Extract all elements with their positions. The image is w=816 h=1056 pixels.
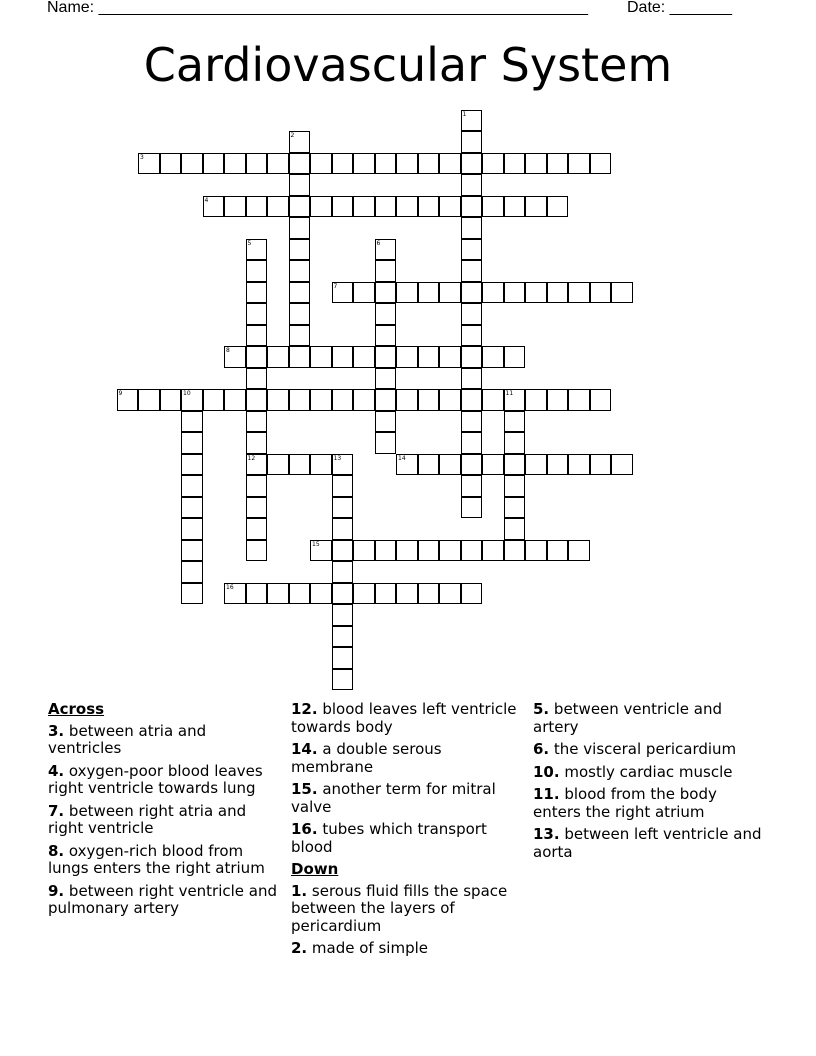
clue-number-label: 15 [312,540,320,548]
crossword-cell[interactable] [289,389,311,411]
crossword-cell[interactable] [547,540,569,562]
crossword-cell[interactable] [396,346,418,368]
crossword-cell[interactable] [246,239,268,261]
crossword-cell[interactable] [439,196,461,218]
clue-number-label: 8 [226,347,230,354]
crossword-cell[interactable] [439,282,461,304]
crossword-cell[interactable] [267,196,289,218]
crossword-cell[interactable] [461,389,483,411]
crossword-cell[interactable] [568,389,590,411]
crossword-cell[interactable] [375,260,397,282]
crossword-cell[interactable] [353,583,375,605]
crossword-cell[interactable] [310,153,332,175]
crossword-cell[interactable] [461,110,483,132]
crossword-cell[interactable] [375,303,397,325]
crossword-cell[interactable] [160,389,182,411]
crossword-cell[interactable] [375,540,397,562]
crossword-cell[interactable] [353,282,375,304]
crossword-cell[interactable] [289,131,311,153]
name-field-label: Name: _______________________________________________________ [47,0,588,16]
crossword-cell[interactable] [246,497,268,519]
crossword-cell[interactable] [482,282,504,304]
crossword-cell[interactable] [418,153,440,175]
crossword-cell[interactable] [181,540,203,562]
crossword-cell[interactable] [525,153,547,175]
crossword-cell[interactable] [504,411,526,433]
crossword-cell[interactable] [246,432,268,454]
crossword-cell[interactable] [181,411,203,433]
crossword-cell[interactable] [504,153,526,175]
crossword-cell[interactable] [396,454,418,476]
crossword-cell[interactable] [181,389,203,411]
crossword-cell[interactable] [332,561,354,583]
crossword-cell[interactable] [203,153,225,175]
crossword-cell[interactable] [396,540,418,562]
crossword-cell[interactable] [138,153,160,175]
crossword-cell[interactable] [525,540,547,562]
crossword-cell[interactable] [418,389,440,411]
crossword-cell[interactable] [310,583,332,605]
crossword-cell[interactable] [310,540,332,562]
crossword-cell[interactable] [568,540,590,562]
crossword-cell[interactable] [332,604,354,626]
clue-number-label: 4 [204,196,209,204]
crossword-cell[interactable] [289,239,311,261]
crossword-cell[interactable] [547,282,569,304]
crossword-cell[interactable] [181,475,203,497]
crossword-cell[interactable] [461,432,483,454]
crossword-cell[interactable] [224,346,246,368]
crossword-cell[interactable] [547,153,569,175]
crossword-cell[interactable] [224,196,246,218]
crossword-cell[interactable] [246,346,268,368]
crossword-cell[interactable] [246,411,268,433]
crossword-cell[interactable] [482,454,504,476]
crossword-cell[interactable] [289,217,311,239]
crossword-cell[interactable] [525,389,547,411]
clue-across-8: 8. oxygen-rich blood from lungs enters the right atrium [48,841,265,877]
crossword-cell[interactable] [375,411,397,433]
crossword-cell[interactable] [461,153,483,175]
crossword-cell[interactable] [439,454,461,476]
crossword-cell[interactable] [332,454,354,476]
crossword-cell[interactable] [396,196,418,218]
crossword-cell[interactable] [547,454,569,476]
clue-across-7: 7. between right atria and right ventricle [48,801,247,837]
crossword-cell[interactable] [418,282,440,304]
clue-number-label: 11 [505,390,514,397]
clue-number-label: 13 [333,454,342,462]
clue-number-label: 5 [247,239,252,247]
crossword-cell[interactable] [439,153,461,175]
crossword-cell[interactable] [439,540,461,562]
crossword-cell[interactable] [181,432,203,454]
crossword-cell[interactable] [590,389,612,411]
crossword-cell[interactable] [590,153,612,175]
crossword-cell[interactable] [375,389,397,411]
crossword-cell[interactable] [525,454,547,476]
clue-down-2: 2. made of simple [291,939,428,957]
crossword-cell[interactable] [289,583,311,605]
crossword-cell[interactable] [353,346,375,368]
crossword-cell[interactable] [332,518,354,540]
clue-down-13: 13. between left ventricle and aorta [533,825,762,861]
crossword-cell[interactable] [181,153,203,175]
crossword-cell[interactable] [461,239,483,261]
crossword-cell[interactable] [461,174,483,196]
crossword-cell[interactable] [461,346,483,368]
clue-down-1: 1. serous fluid fills the space between the layers of pericardium [291,881,508,935]
crossword-cell[interactable] [461,325,483,347]
crossword-cell[interactable] [396,153,418,175]
crossword-cell[interactable] [504,540,526,562]
clue-across-14: 14. a double serous membrane [291,740,442,776]
crossword-cell[interactable] [396,583,418,605]
across-heading: Across [48,700,105,718]
crossword-cell[interactable] [181,583,203,605]
crossword-cell[interactable] [332,626,354,648]
crossword-cell[interactable] [332,475,354,497]
crossword-cell[interactable] [289,303,311,325]
crossword-cell[interactable] [461,303,483,325]
crossword-cell[interactable] [568,282,590,304]
crossword-cell[interactable] [504,196,526,218]
crossword-cell[interactable] [310,346,332,368]
crossword-cell[interactable] [375,196,397,218]
crossword-cell[interactable] [461,475,483,497]
crossword-cell[interactable] [396,282,418,304]
crossword-cell[interactable] [289,174,311,196]
crossword-cell[interactable] [590,454,612,476]
clue-down-6: 6. the visceral pericardium [533,740,737,758]
crossword-cell[interactable] [246,260,268,282]
crossword-cell[interactable] [310,389,332,411]
crossword-cell[interactable] [224,583,246,605]
crossword-cell[interactable] [353,153,375,175]
crossword-cell[interactable] [418,540,440,562]
clue-column-3 [533,701,769,866]
crossword-cell[interactable] [461,131,483,153]
clue-down-10: 10. mostly cardiac muscle [533,762,733,781]
crossword-cell[interactable] [504,454,526,476]
crossword-cell[interactable] [224,153,246,175]
crossword-cell[interactable] [289,196,311,218]
crossword-cell[interactable] [461,540,483,562]
crossword-cell[interactable] [332,153,354,175]
clue-down-11: 11. blood from the body enters the right atrium [533,785,717,821]
crossword-cell[interactable] [267,583,289,605]
crossword-cell[interactable] [461,217,483,239]
crossword-cell[interactable] [246,282,268,304]
crossword-cell[interactable] [375,583,397,605]
crossword-cell[interactable] [181,497,203,519]
clue-across-16: 16. tubes which transport blood [291,820,487,856]
clue-across-12: 12. blood leaves left ventricle towards body [291,700,517,736]
crossword-cell[interactable] [461,583,483,605]
crossword-cell[interactable] [375,368,397,390]
crossword-cell[interactable] [181,561,203,583]
crossword-cell[interactable] [332,282,354,304]
clue-number-label: 3 [140,153,144,161]
crossword-cell[interactable] [504,518,526,540]
crossword-cell[interactable] [418,454,440,476]
clue-column-2 [291,701,527,963]
clue-number-label: 9 [118,390,123,397]
crossword-cell[interactable] [246,389,268,411]
crossword-cell[interactable] [181,454,203,476]
crossword-cell[interactable] [332,196,354,218]
crossword-cell[interactable] [547,196,569,218]
crossword-cell[interactable] [353,389,375,411]
clue-column-1 [48,701,284,923]
crossword-cell[interactable] [267,153,289,175]
crossword-cell[interactable] [482,153,504,175]
crossword-cell[interactable] [482,346,504,368]
crossword-cell[interactable] [246,368,268,390]
crossword-cell[interactable] [267,454,289,476]
crossword-cell[interactable] [289,454,311,476]
clue-number-label: 7 [333,282,338,290]
crossword-cell[interactable] [138,389,160,411]
crossword-cell[interactable] [611,454,633,476]
crossword-cell[interactable] [310,454,332,476]
crossword-cell[interactable] [439,346,461,368]
crossword-cell[interactable] [203,196,225,218]
crossword-cell[interactable] [568,153,590,175]
crossword-cell[interactable] [504,389,526,411]
crossword-cell[interactable] [461,260,483,282]
crossword-cell[interactable] [461,411,483,433]
crossword-cell[interactable] [246,475,268,497]
crossword-cell[interactable] [246,518,268,540]
crossword-cell[interactable] [461,196,483,218]
crossword-cell[interactable] [461,454,483,476]
clue-across-15: 15. another term for mitral valve [291,780,496,816]
crossword-cell[interactable] [375,153,397,175]
crossword-cell[interactable] [332,647,354,669]
crossword-cell[interactable] [289,346,311,368]
down-heading: Down [291,860,339,878]
crossword-cell[interactable] [590,282,612,304]
crossword-cell[interactable] [332,583,354,605]
crossword-cell[interactable] [375,346,397,368]
crossword-cell[interactable] [482,540,504,562]
clue-number-label: 10 [183,390,191,397]
crossword-cell[interactable] [332,389,354,411]
crossword-cell[interactable] [246,303,268,325]
crossword-cell[interactable] [246,454,268,476]
crossword-cell[interactable] [375,325,397,347]
crossword-cell[interactable] [504,432,526,454]
clue-across-3: 3. between atria and ventricles [48,721,207,757]
crossword-cell[interactable] [611,282,633,304]
crossword-cell[interactable] [246,153,268,175]
crossword-cell[interactable] [353,196,375,218]
crossword-cell[interactable] [482,196,504,218]
crossword-cell[interactable] [504,475,526,497]
clue-down-5: 5. between ventricle and artery [533,700,723,736]
crossword-cell[interactable] [267,346,289,368]
crossword-cell[interactable] [246,196,268,218]
crossword-cell[interactable] [439,583,461,605]
clue-number-label: 14 [398,454,406,462]
crossword-cell[interactable] [525,282,547,304]
crossword-cell[interactable] [203,389,225,411]
crossword-cell[interactable] [289,153,311,175]
page-title: Cardiovascular System [143,38,673,92]
crossword-cell[interactable] [160,153,182,175]
crossword-cell[interactable] [439,389,461,411]
crossword-cell[interactable] [525,196,547,218]
crossword-cell[interactable] [375,432,397,454]
crossword-cell[interactable] [418,196,440,218]
crossword-cell[interactable] [246,583,268,605]
crossword-cell[interactable] [547,389,569,411]
crossword-cell[interactable] [375,282,397,304]
crossword-cell[interactable] [332,669,354,691]
clue-across-9: 9. between right ventricle and pulmonary artery [48,881,278,917]
clue-number-label: 16 [226,583,234,591]
crossword-cell[interactable] [482,389,504,411]
crossword-cell[interactable] [332,497,354,519]
crossword-cell[interactable] [418,346,440,368]
crossword-cell[interactable] [267,389,289,411]
crossword-cell[interactable] [461,368,483,390]
date-field-label: Date: _______ [627,0,732,16]
clue-number-label: 6 [376,239,381,247]
clue-number-label: 1 [462,110,467,118]
crossword-cell[interactable] [504,497,526,519]
crossword-cell[interactable] [224,389,246,411]
clue-number-label: 12 [247,454,256,462]
crossword-cell[interactable] [289,282,311,304]
crossword-cell[interactable] [418,583,440,605]
crossword-cell[interactable] [181,518,203,540]
clue-across-4: 4. oxygen-poor blood leaves right ventricle towards lung [48,761,263,797]
crossword-cell[interactable] [461,282,483,304]
crossword-cell[interactable] [289,260,311,282]
crossword-cell[interactable] [568,454,590,476]
crossword-cell[interactable] [504,346,526,368]
crossword-cell[interactable] [353,540,375,562]
crossword-cell[interactable] [461,497,483,519]
crossword-cell[interactable] [289,325,311,347]
crossword-cell[interactable] [117,389,139,411]
crossword-cell[interactable] [310,196,332,218]
crossword-cell[interactable] [332,346,354,368]
crossword-cell[interactable] [396,389,418,411]
crossword-cell[interactable] [504,282,526,304]
clue-number-label: 2 [290,132,295,139]
crossword-cell[interactable] [246,325,268,347]
crossword-cell[interactable] [246,540,268,562]
crossword-cell[interactable] [375,239,397,261]
crossword-cell[interactable] [332,540,354,562]
